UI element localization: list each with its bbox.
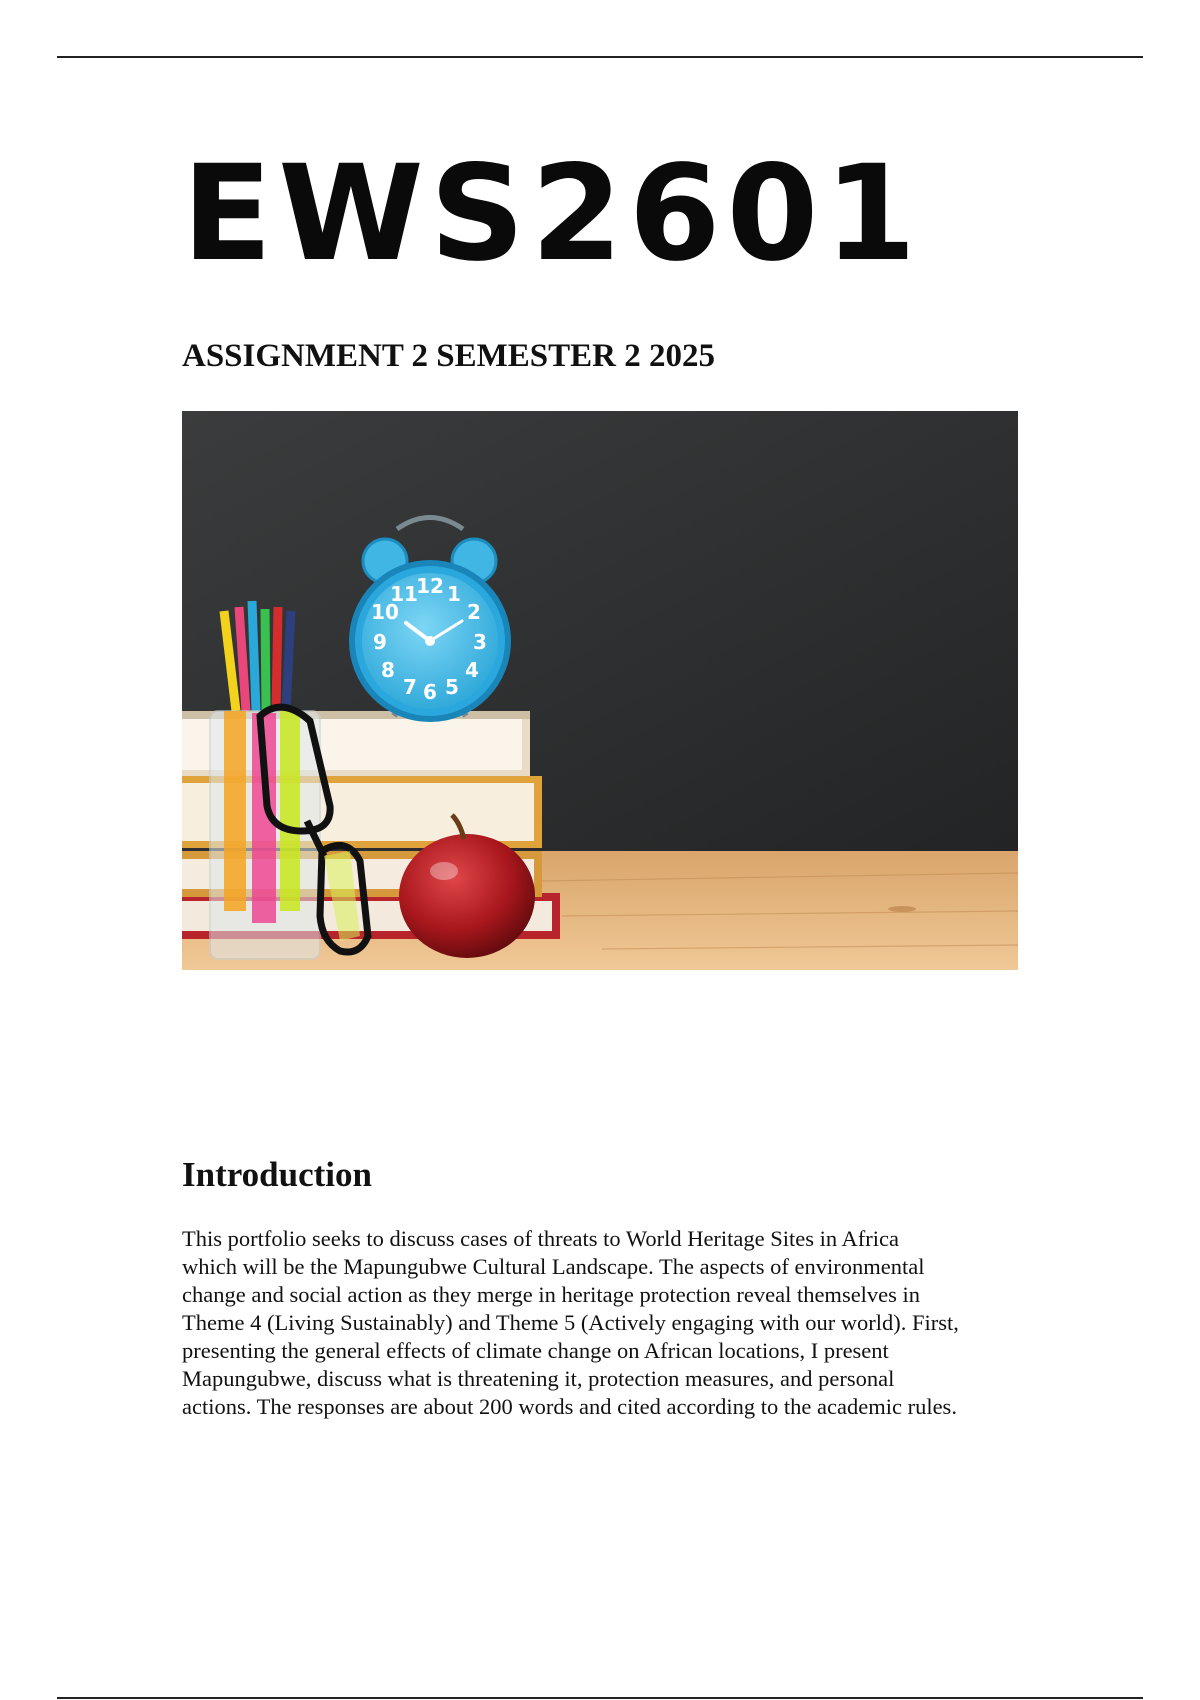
intro-line: Theme 4 (Living Sustainably) and Theme 5 (Actively engaging with our world). First,: [182, 1310, 959, 1335]
svg-text:1: 1: [447, 582, 461, 606]
cover-image: [182, 411, 1018, 970]
svg-text:5: 5: [445, 675, 459, 699]
svg-text:10: 10: [371, 600, 399, 624]
svg-text:9: 9: [373, 630, 387, 654]
intro-line: change and social action as they merge in heritage protection reveal themselves in: [182, 1282, 921, 1307]
intro-line: presenting the general effects of climate change on African locations, I present: [182, 1338, 889, 1363]
assignment-subtitle: ASSIGNMENT 2 SEMESTER 2 2025: [182, 338, 716, 374]
bottom-rule: [57, 1697, 1143, 1699]
intro-line: This portfolio seeks to discuss cases of threats to World Heritage Sites in Africa: [182, 1226, 900, 1251]
intro-line: actions. The responses are about 200 words and cited according to the academic rules.: [182, 1394, 957, 1419]
intro-line: which will be the Mapungubwe Cultural Landscape. The aspects of environmental: [182, 1254, 925, 1279]
introduction-paragraph: [182, 1225, 1042, 1421]
introduction-heading: Introduction: [182, 1155, 372, 1194]
svg-text:4: 4: [465, 658, 479, 682]
svg-text:2: 2: [467, 600, 481, 624]
svg-text:11: 11: [390, 582, 418, 606]
course-code-title: EWS2601: [182, 137, 923, 291]
intro-line: Mapungubwe, discuss what is threatening it, protection measures, and personal: [182, 1366, 895, 1391]
svg-text:12: 12: [416, 574, 444, 598]
svg-text:6: 6: [423, 680, 437, 704]
svg-text:3: 3: [473, 630, 487, 654]
svg-text:7: 7: [403, 675, 417, 699]
top-rule: [57, 56, 1143, 58]
svg-text:8: 8: [381, 658, 395, 682]
